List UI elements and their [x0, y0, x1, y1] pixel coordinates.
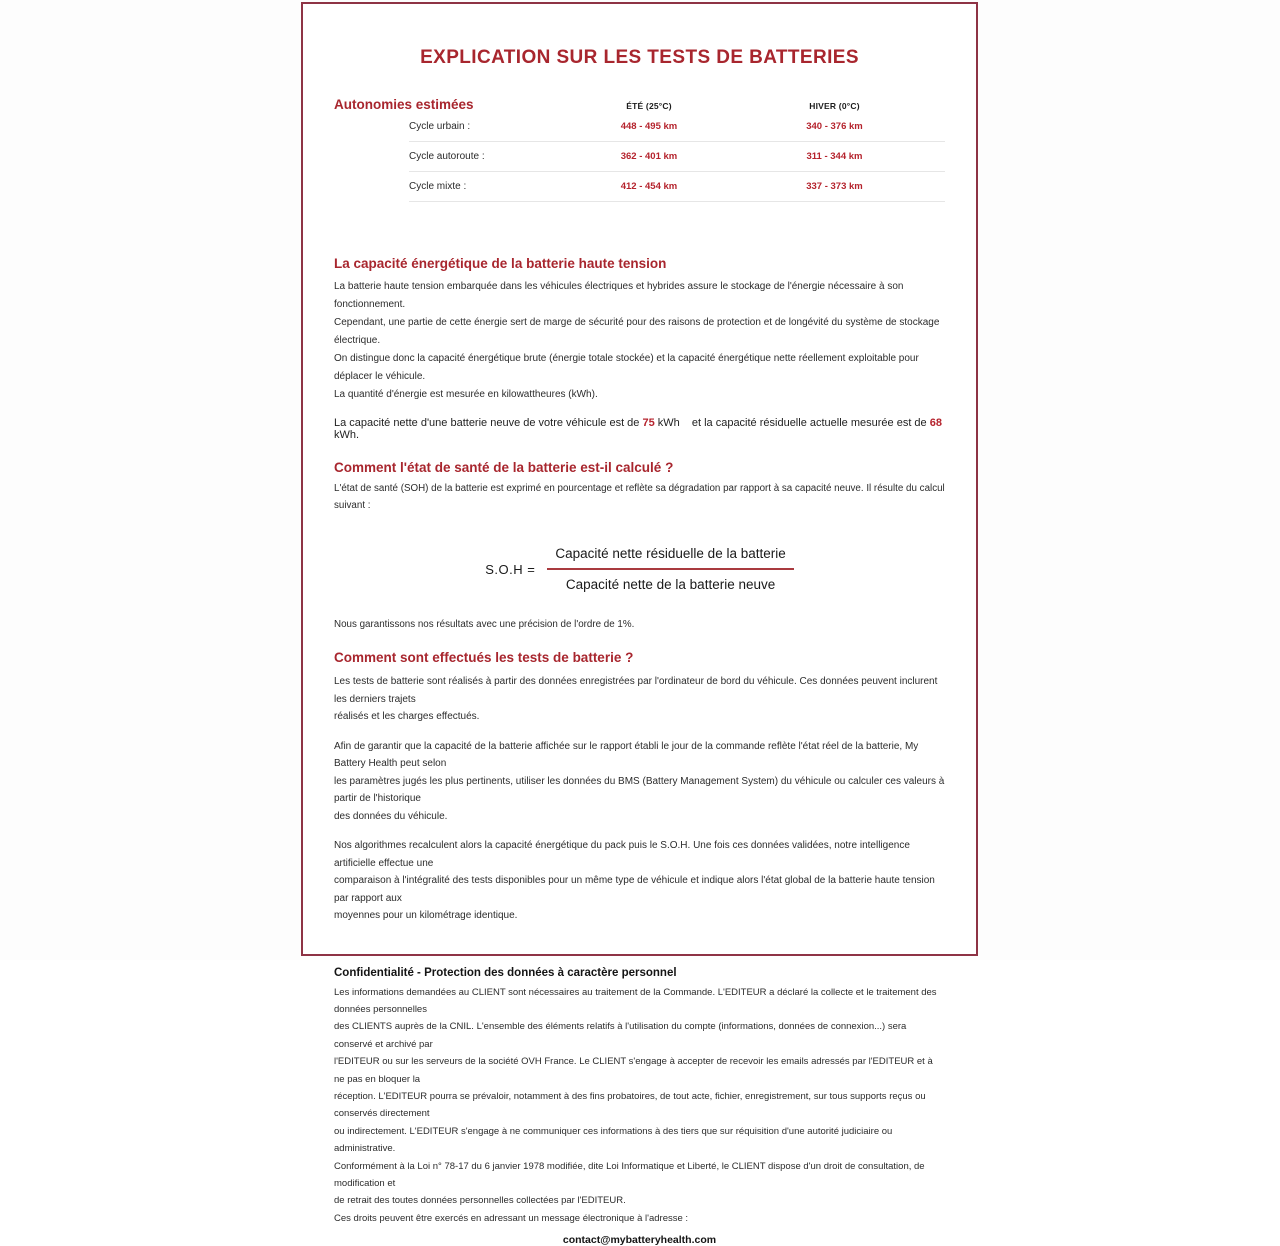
paragraph-line: Afin de garantir que la capacité de la batterie affichée sur le rapport établi le jour de la commande reflète l'état réel de la batterie, My Battery Health peut selon: [334, 738, 945, 773]
row-value-hiver: 340 - 376 km: [724, 121, 945, 132]
soh-intro-line: L'état de santé (SOH) de la batterie est exprimé en pourcentage et reflète sa dégradation par rapport à sa capacité neuve. Il résulte du calcul suivant :: [334, 480, 945, 514]
paragraph-line: réalisés et les charges effectués.: [334, 708, 945, 726]
capacity-summary-sentence: [334, 417, 945, 441]
tests-paragraph: [334, 673, 945, 726]
paragraph-line: La batterie haute tension embarquée dans les véhicules électriques et hybrides assure le stockage de l'énergie nécessaire à son fonctionnement.: [334, 278, 945, 314]
autonomies-table: [334, 97, 945, 202]
precision-note: Nous garantissons nos résultats avec une précision de l'ordre de 1%.: [334, 619, 945, 630]
contact-email: contact@mybatteryhealth.com: [334, 1234, 945, 1246]
section-confidentialite: [334, 967, 945, 1246]
row-value-hiver: 311 - 344 km: [724, 151, 945, 162]
section-heading-soh: Comment l'état de santé de la batterie est-il calculé ?: [334, 460, 945, 475]
capacity-residual-value: 68: [930, 417, 942, 429]
paragraph-line: On distingue donc la capacité énergétique brute (énergie totale stockée) et la capacité énergétique nette réellement exploitable pour déplacer le véhicule.: [334, 350, 945, 386]
capacity-residual-unit: kWh.: [334, 429, 359, 441]
section-tests-batterie: [334, 650, 945, 925]
autonomies-table-header: [334, 97, 945, 112]
section-soh-calcul: [334, 460, 945, 630]
table-row-cycle-mixte: [409, 173, 945, 202]
section-capacite-energetique: [334, 256, 945, 441]
column-header-ete: ÉTÉ (25°C): [574, 101, 724, 111]
row-value-ete: 362 - 401 km: [574, 151, 724, 162]
privacy-paragraph: [334, 984, 945, 1228]
document-page: [301, 2, 978, 956]
autonomies-heading: Autonomies estimées: [334, 97, 574, 112]
paragraph-line: ou indirectement. L'EDITEUR s'engage à ne communiquer ces informations à des tiers que sur réquisition d'une autorité judiciaire ou administrative.: [334, 1123, 945, 1158]
paragraph-line: moyennes pour un kilométrage identique.: [334, 907, 945, 925]
row-value-hiver: 337 - 373 km: [724, 181, 945, 192]
soh-formula: [334, 546, 945, 592]
formula-lhs: S.O.H =: [485, 562, 535, 577]
row-value-ete: 448 - 495 km: [574, 121, 724, 132]
fraction-bar: [547, 568, 793, 592]
paragraph-line: Cependant, une partie de cette énergie sert de marge de sécurité pour des raisons de protection et de longévité du système de stockage électrique.: [334, 314, 945, 350]
table-row-cycle-autoroute: [409, 143, 945, 172]
paragraph-line: comparaison à l'intégralité des tests disponibles pour un même type de véhicule et indique alors l'état global de la batterie haute tension par rapport aux: [334, 872, 945, 907]
capacity-new-unit: kWh: [658, 417, 680, 429]
privacy-heading: Confidentialité - Protection des données à caractère personnel: [334, 967, 945, 979]
paragraph-line: Conformément à la Loi n° 78-17 du 6 janvier 1978 modifiée, dite Loi Informatique et Liberté, le CLIENT dispose d'un droit de consultation, de modification et: [334, 1158, 945, 1193]
paragraph-line: Nos algorithmes recalculent alors la capacité énergétique du pack puis le S.O.H. Une fois ces données validées, notre intelligence artificielle effectue une: [334, 837, 945, 872]
row-label: Cycle mixte :: [409, 181, 574, 192]
capacity-new-value: 75: [642, 417, 654, 429]
row-value-ete: 412 - 454 km: [574, 181, 724, 192]
table-row-cycle-urbain: [409, 113, 945, 142]
paragraph-line: réception. L'EDITEUR pourra se prévaloir, notamment à des fins probatoires, de tout acte, fichier, enregistrement, sur tous supports reçus ou conservés directement: [334, 1088, 945, 1123]
paragraph-line: Les tests de batterie sont réalisés à partir des données enregistrées par l'ordinateur de bord du véhicule. Ces données peuvent inclurent les derniers trajets: [334, 673, 945, 708]
summary-text: La capacité nette d'une batterie neuve de votre véhicule est de: [334, 417, 639, 429]
paragraph-line: des données du véhicule.: [334, 808, 945, 826]
paragraph-line: les paramètres jugés les plus pertinents, utiliser les données du BMS (Battery Management System) du véhicule ou calculer ces valeurs à partir de l'historique: [334, 773, 945, 808]
paragraph-line: de retrait des toutes données personnelles collectées par l'EDITEUR.: [334, 1192, 945, 1209]
section-heading-tests: Comment sont effectués les tests de batterie ?: [334, 650, 945, 665]
tests-paragraph: [334, 738, 945, 826]
capacite-paragraph: [334, 278, 945, 404]
summary-text: et la capacité résiduelle actuelle mesurée est de: [692, 417, 927, 429]
column-header-hiver: HIVER (0°C): [724, 101, 945, 111]
row-label: Cycle urbain :: [409, 121, 574, 132]
formula-fraction: [547, 546, 793, 592]
row-label: Cycle autoroute :: [409, 151, 574, 162]
paragraph-line: l'EDITEUR ou sur les serveurs de la société OVH France. Le CLIENT s'engage à accepter de recevoir les emails adressés par l'EDITEUR et à ne pas en bloquer la: [334, 1053, 945, 1088]
formula-numerator: Capacité nette résiduelle de la batterie: [547, 546, 793, 568]
formula-denominator: Capacité nette de la batterie neuve: [547, 570, 793, 592]
paragraph-line: Les informations demandées au CLIENT sont nécessaires au traitement de la Commande. L'EDITEUR a déclaré la collecte et le traitement des données personnelles: [334, 984, 945, 1019]
tests-paragraph: [334, 837, 945, 925]
paragraph-line: des CLIENTS auprès de la CNIL. L'ensemble des éléments relatifs à l'utilisation du compte (informations, données de connexion...) sera conservé et archivé par: [334, 1018, 945, 1053]
paragraph-line: La quantité d'énergie est mesurée en kilowattheures (kWh).: [334, 386, 945, 404]
page-title: EXPLICATION SUR LES TESTS DE BATTERIES: [334, 47, 945, 69]
section-heading-capacite: La capacité énergétique de la batterie haute tension: [334, 256, 945, 271]
paragraph-line: Ces droits peuvent être exercés en adressant un message électronique à l'adresse :: [334, 1210, 945, 1227]
